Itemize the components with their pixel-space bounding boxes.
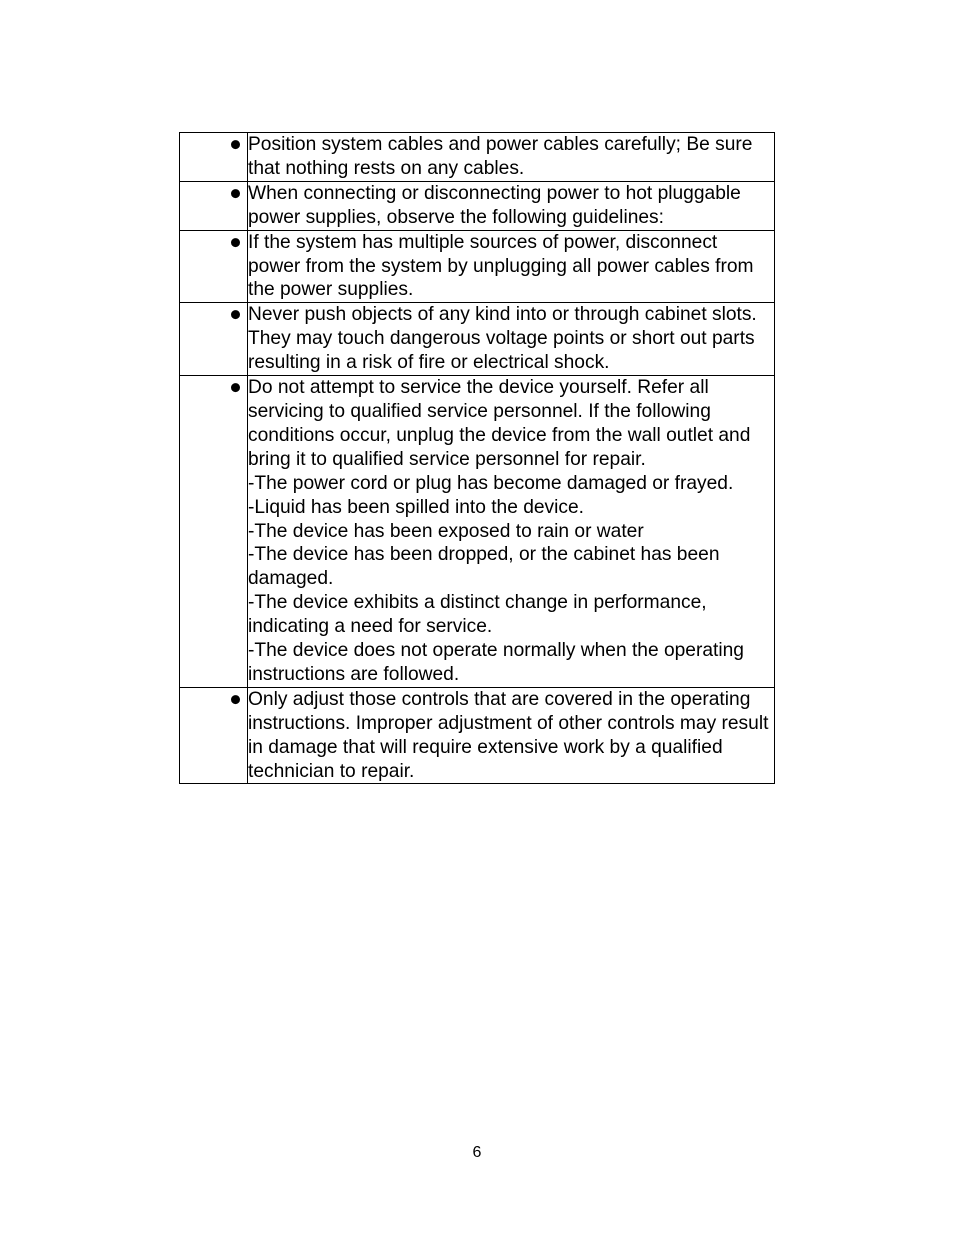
bullet-icon: ● xyxy=(228,132,242,156)
table-row xyxy=(180,376,775,688)
instruction-text: Position system cables and power cables carefully; Be sure that nothing rests on any cables. xyxy=(248,133,775,182)
table-row xyxy=(180,303,775,376)
bullet-icon: ● xyxy=(228,375,242,400)
instruction-text: Never push objects of any kind into or through cabinet slots. They may touch dangerous voltage points or short out parts resulting in a risk of fire or electrical shock. xyxy=(248,303,775,376)
table-row xyxy=(180,133,775,182)
table-row xyxy=(180,181,775,230)
bullet-cell xyxy=(180,133,248,182)
bullet-cell xyxy=(180,376,248,688)
bullet-cell xyxy=(180,303,248,376)
instruction-text: When connecting or disconnecting power to hot pluggable power supplies, observe the following guidelines: xyxy=(248,181,775,230)
instruction-text: Only adjust those controls that are covered in the operating instructions. Improper adjustment of other controls may result in damage that will require extensive work by a qualified technician to repair. xyxy=(248,687,775,784)
bullet-cell xyxy=(180,687,248,784)
bullet-icon: ● xyxy=(228,230,242,254)
bullet-icon: ● xyxy=(228,303,242,327)
bullet-cell xyxy=(180,181,248,230)
instruction-text: If the system has multiple sources of power, disconnect power from the system by unplugging all power cables from the power supplies. xyxy=(248,230,775,303)
page-number: 6 xyxy=(472,1144,482,1161)
bullet-cell xyxy=(180,230,248,303)
table-row xyxy=(180,230,775,303)
bullet-icon: ● xyxy=(228,181,242,205)
instruction-text: Do not attempt to service the device yourself. Refer all servicing to qualified service personnel. If the following conditions occur, unplug the device from the wall outlet and bring it to qualified service personnel for repair. -The power cord or plug has become damaged or frayed. -Liquid has been spilled into the device. -The device has been exposed to rain or water -The device has been dropped, or the cabinet has been damaged. -The device exhibits a distinct change in performance, indicating a need for service. -The device does not operate normally when the operating instructions are followed. xyxy=(248,376,775,688)
safety-instructions-table xyxy=(179,132,775,784)
table-row xyxy=(180,687,775,784)
bullet-icon: ● xyxy=(228,687,242,711)
